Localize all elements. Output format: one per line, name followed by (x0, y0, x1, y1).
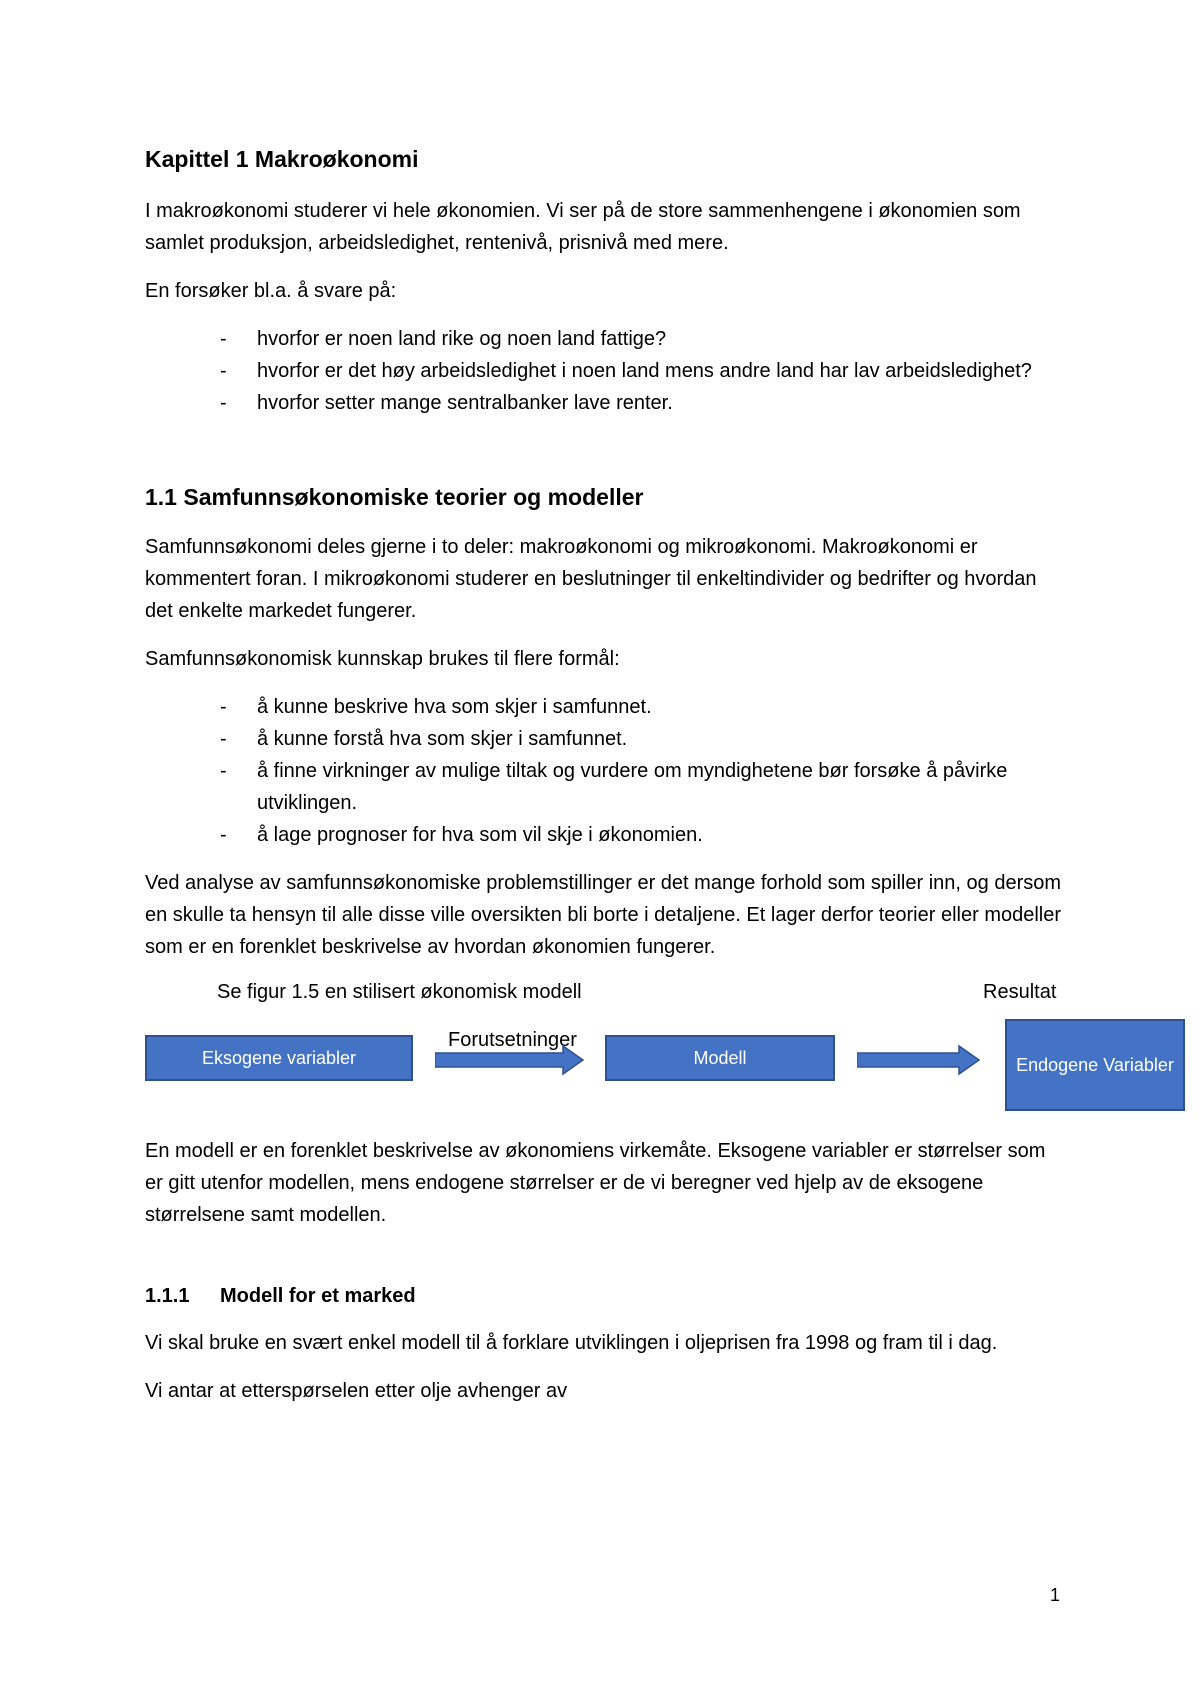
figure-result-label: Resultat (983, 980, 1057, 1003)
purpose-lead: Samfunnsøkonomisk kunnskap brukes til flere formål: (145, 647, 620, 670)
purpose-list (145, 691, 1065, 851)
spacer (145, 1247, 1065, 1283)
list-item: - å finne virkninger av mulige tiltak og vurdere om myndighetene bør forsøke å påvirke utviklingen. (220, 755, 1065, 819)
subsection-paragraph-1: Vi skal bruke en svært enkel modell til å forklare utviklingen i oljeprisen fra 1998 og fram til i dag. (145, 1331, 998, 1354)
list-item: - hvorfor er noen land rike og noen land fattige? (220, 323, 1065, 355)
subsection-paragraph-2: Vi antar at etterspørselen etter olje avhenger av (145, 1379, 568, 1402)
list-item: - hvorfor er det høy arbeidsledighet i noen land mens andre land har lav arbeidsledighet? (220, 355, 1065, 387)
exogenous-variables-label: Eksogene variabler (201, 1047, 357, 1068)
section-paragraph-1: Samfunnsøkonomi deles gjerne i to deler: makroøkonomi og mikroøkonomi. Makroøkonomi er kommentert foran. I mikroøkonomi studerer en beslutninger til enkeltindivider og bedrifter og hvordan det enkelte markedet fungerer. (145, 535, 1037, 622)
section-paragraph-3: En modell er en forenklet beskrivelse av økonomiens virkemåte. Eksogene variabler er størrelser som er gitt utenfor modellen, mens endogene størrelser er de vi beregner ved hjelp av de eksogene størrelsene samt modellen. (145, 1139, 1046, 1226)
question-list (145, 323, 1065, 419)
list-item: - å kunne beskrive hva som skjer i samfunnet. (220, 691, 1065, 723)
model-label: Modell (693, 1047, 747, 1068)
section-title: 1.1 Samfunnsøkonomiske teorier og modeller (145, 483, 644, 510)
section-paragraph-2: Ved analyse av samfunnsøkonomiske problemstillinger er det mange forhold som spiller inn, og dersom en skulle ta hensyn til alle disse ville oversikten bli borte i detaljene. Et lager derfor teorier eller modeller som er en forenklet beskrivelse av hvordan økonomien fungerer. (145, 871, 1062, 958)
question-lead: En forsøker bl.a. å svare på: (145, 279, 397, 302)
endogenous-variables-label: Endogene Variabler (1016, 1054, 1174, 1075)
subsection-title (145, 1283, 1065, 1309)
chapter-title: Kapittel 1 Makroøkonomi (145, 146, 419, 172)
subsection-number: 1.1.1 (145, 1284, 190, 1307)
endogenous-variables-box (1005, 1019, 1185, 1111)
spacer (145, 435, 1065, 483)
figure-assumptions-label: Forutsetninger (448, 1028, 577, 1051)
arrow-right-icon (857, 1044, 981, 1076)
model-box (605, 1035, 835, 1081)
model-figure (145, 979, 1200, 1119)
page-number: 1 (1050, 1585, 1061, 1605)
exogenous-variables-box (145, 1035, 413, 1081)
chapter-intro: I makroøkonomi studerer vi hele økonomien. Vi ser på de store sammenhengene i økonomien som samlet produksjon, arbeidsledighet, rentenivå, prisnivå med mere. (145, 199, 1021, 254)
list-item: - hvorfor setter mange sentralbanker lave renter. (220, 387, 1065, 419)
subsection-title-text: Modell for et marked (220, 1284, 416, 1307)
figure-caption: Se figur 1.5 en stilisert økonomisk modell (217, 980, 582, 1003)
page-content (145, 145, 1174, 1423)
arrow-right-icon (435, 1044, 585, 1076)
list-item: - å lage prognoser for hva som vil skje i økonomien. (220, 819, 1065, 851)
list-item: - å kunne forstå hva som skjer i samfunnet. (220, 723, 1065, 755)
